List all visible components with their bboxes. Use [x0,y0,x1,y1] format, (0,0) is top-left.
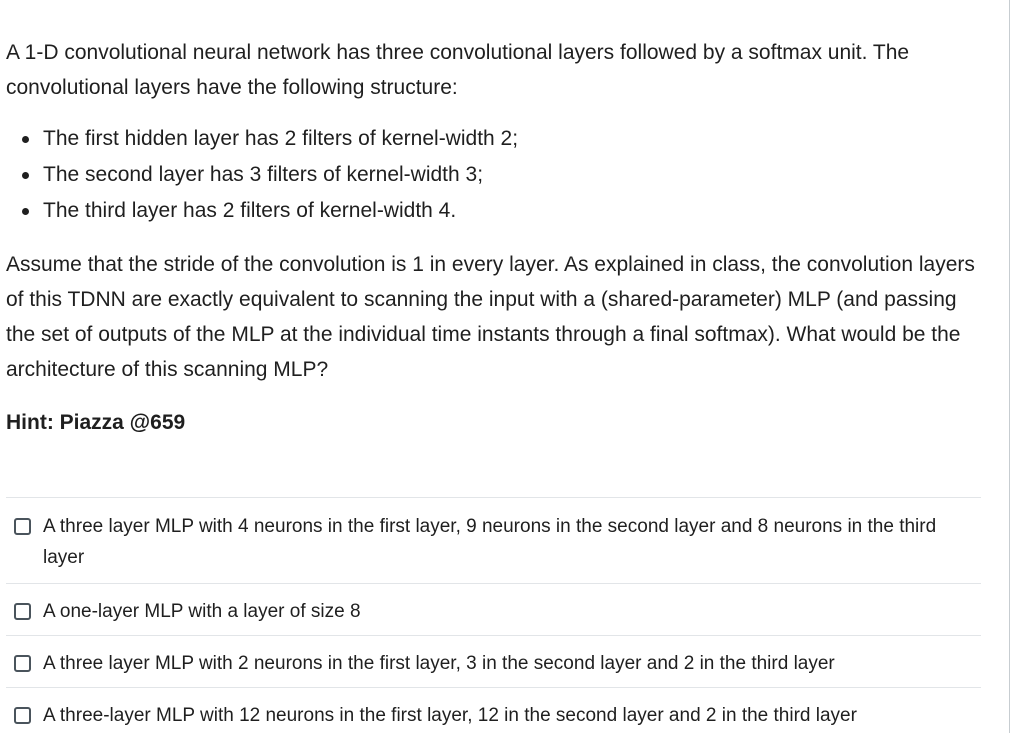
checkbox-icon[interactable] [14,603,31,620]
layer-structure-list [6,121,981,229]
checkbox-icon[interactable] [14,518,31,535]
answer-option-3[interactable] [6,635,981,687]
list-item: The second layer has 3 filters of kernel-width 3; [43,157,981,193]
checkbox-icon[interactable] [14,655,31,672]
question-intro: A 1-D convolutional neural network has three convolutional layers followed by a softmax unit. The convolutional layers have the following structure: [6,41,910,99]
answer-option-1[interactable] [6,497,981,583]
list-item: The first hidden layer has 2 filters of kernel-width 2; [43,121,981,157]
question-text [6,35,981,440]
list-item: The third layer has 2 filters of kernel-width 4. [43,193,981,229]
answer-option-2[interactable] [6,583,981,635]
question-hint: Hint: Piazza @659 [6,411,186,434]
answer-label: A three-layer MLP with 12 neurons in the first layer, 12 in the second layer and 2 in the third layer [43,705,857,726]
answer-label: A three layer MLP with 2 neurons in the first layer, 3 in the second layer and 2 in the third layer [43,653,835,674]
answer-options [6,497,981,739]
question-body: Assume that the stride of the convolution is 1 in every layer. As explained in class, the convolution layers of this TDNN are exactly equivalent to scanning the input with a (shared-parameter) MLP (and passing the set of outputs of the MLP at the individual time instants through a final softmax). What would be the architecture of this scanning MLP? [6,253,975,381]
answer-option-4[interactable] [6,687,981,739]
checkbox-icon[interactable] [14,707,31,724]
answer-label: A one-layer MLP with a layer of size 8 [43,601,361,622]
answer-label: A three layer MLP with 4 neurons in the first layer, 9 neurons in the second layer and 8 neurons in the third layer [43,516,937,568]
